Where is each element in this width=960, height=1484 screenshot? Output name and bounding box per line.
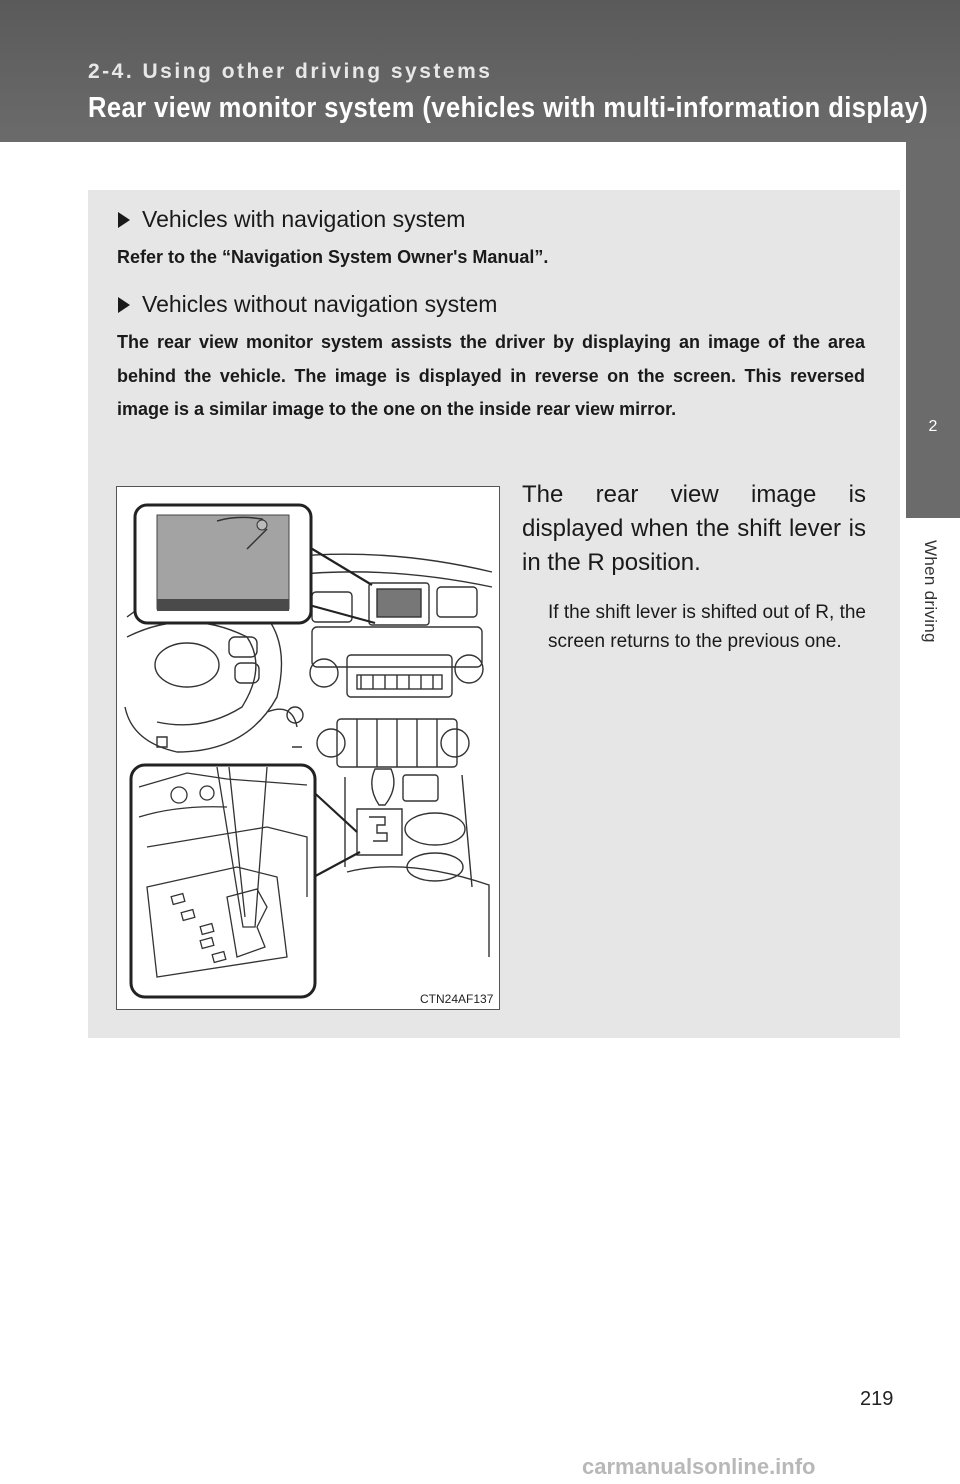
nav-heading [118, 206, 465, 233]
nav-text: Refer to the “Navigation System Owner's Manual”. [117, 247, 549, 267]
nav-heading-text: Vehicles with navigation system [142, 206, 466, 232]
screen-caption: Check surroundings for safety [283, 1088, 392, 1097]
section-title: 2-4. Using other driving systems [88, 60, 493, 83]
figure-code: CTN24AF137 [420, 992, 494, 1006]
chapter-label: When driving [921, 540, 940, 643]
note-text: If the shift lever is shifted out of R, the screen returns to the previous one. [548, 602, 866, 652]
chapter-tab [906, 142, 960, 518]
triangle-bullet-icon [118, 297, 130, 313]
chapter-number: 2 [928, 418, 938, 435]
dashboard-illustration [117, 487, 499, 1009]
description-paragraph: The rear view monitor system assists the driver by displaying an image of the area behind the vehicle. The image is displayed in reverse on the screen. This reversed image is a similar image to the one on the inside rear view mirror. [117, 332, 865, 419]
triangle-bullet-icon [118, 212, 130, 228]
display-description: The rear view image is displayed when the shift lever is in the R position. [522, 481, 866, 576]
no-nav-heading [118, 291, 497, 318]
figure-illustration [116, 486, 500, 1097]
page-number: 219 [860, 1388, 894, 1410]
page-title: Rear view monitor system (vehicles with multi-information display) [88, 92, 929, 124]
no-nav-heading-text: Vehicles without navigation system [142, 291, 498, 317]
watermark: carmanualsonline.info [582, 1454, 816, 1479]
